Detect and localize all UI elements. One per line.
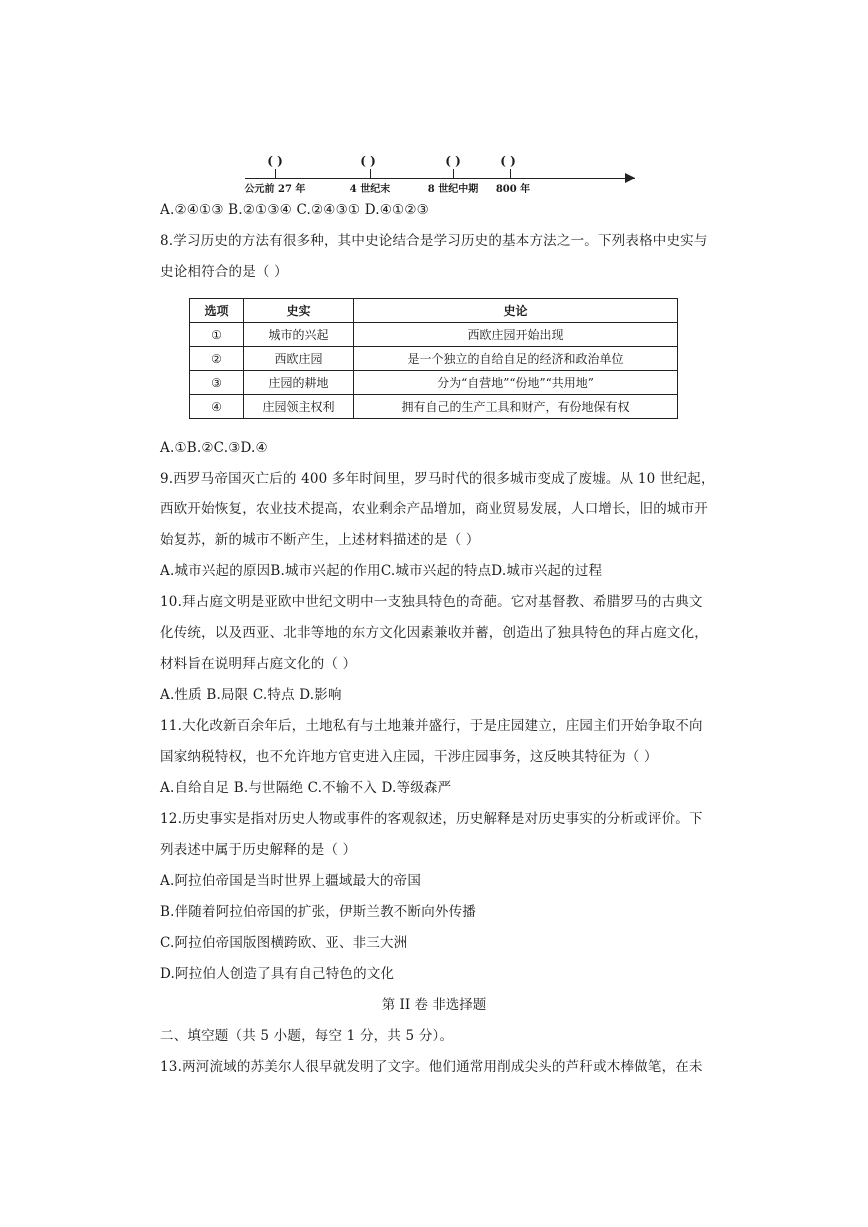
q12-option-d: D.阿拉伯人创造了具有自己特色的文化 (160, 966, 395, 982)
table-cell: 城市的兴起 (244, 323, 354, 347)
table-row (190, 395, 678, 419)
q8-stem-line: 史论相符合的是（ ） (160, 264, 288, 280)
q11-stem-line: 11.大化改新百余年后，土地私有与土地兼并盛行，于是庄园建立，庄园主们开始争取不向 (160, 718, 703, 734)
table-row (190, 371, 678, 395)
q8-table (189, 298, 678, 419)
timeline-label: 公元前 27 年 (244, 184, 306, 195)
table-cell: ③ (190, 371, 244, 395)
q12-option-a: A.阿拉伯帝国是当时世界上疆域最大的帝国 (160, 873, 422, 889)
table-cell: 庄园的耕地 (244, 371, 354, 395)
timeline-tick (510, 169, 511, 178)
table-header-cell: 史论 (354, 299, 678, 323)
q10-stem-line: 化传统，以及西亚、北非等地的东方文化因素兼收并蓄，创造出了独具特色的拜占庭文化， (160, 625, 708, 641)
q9-stem-line: 9.西罗马帝国灭亡后的 400 多年时间里，罗马时代的很多城市变成了废墟。从 10 世纪起， (160, 471, 715, 487)
timeline-tick (370, 169, 371, 178)
table-cell: 分为“自营地”“份地”“共用地” (354, 371, 678, 395)
q9-options: A.城市兴起的原因B.城市兴起的作用C.城市兴起的特点D.城市兴起的过程 (160, 563, 603, 579)
timeline-tick (275, 169, 276, 178)
q9-stem-line: 西欧开始恢复，农业技术提高，农业剩余产品增加，商业贸易发展，人口增长，旧的城市开 (160, 501, 708, 517)
table-header-row (190, 299, 678, 323)
timeline-arrow-icon (625, 173, 635, 183)
table-cell: 西欧庄园开始出现 (354, 323, 678, 347)
q8-options: A.①B.②C.③D.④ (160, 440, 268, 456)
table-cell: 西欧庄园 (244, 347, 354, 371)
timeline-tick (453, 169, 454, 178)
timeline-label: 4 世纪末 (349, 184, 391, 195)
table-cell: ① (190, 323, 244, 347)
timeline-figure (235, 150, 635, 195)
timeline-label: 800 年 (495, 184, 531, 195)
timeline-blank: ( ) (500, 154, 516, 168)
q12-option-c: C.阿拉伯帝国版图横跨欧、亚、非三大洲 (160, 935, 408, 951)
table-cell: ④ (190, 395, 244, 419)
q9-stem-line: 始复苏，新的城市不断产生，上述材料描述的是（ ） (160, 532, 480, 548)
q12-stem-line: 列表述中属于历史解释的是（ ） (160, 842, 357, 858)
timeline-axis (245, 178, 635, 179)
q7-options: A.②④①③ B.②①③④ C.②④③① D.④①②③ (160, 202, 429, 218)
q13-stem-line: 13.两河流域的苏美尔人很早就发明了文字。他们通常用削成尖头的芦秆或木棒做笔，在未 (160, 1059, 703, 1075)
timeline-label: 8 世纪中期 (427, 184, 479, 195)
table-header-cell: 选项 (190, 299, 244, 323)
q10-options: A.性质 B.局限 C.特点 D.影响 (160, 687, 342, 703)
fill-blank-heading: 二、填空题（共 5 小题，每空 1 分，共 5 分）。 (160, 1028, 454, 1044)
q8-stem-line: 8.学习历史的方法有很多种，其中史论结合是学习历史的基本方法之一。下列表格中史实与 (160, 233, 708, 249)
timeline-blank: ( ) (267, 154, 283, 168)
table-cell: ② (190, 347, 244, 371)
table-row (190, 347, 678, 371)
q12-option-b: B.伴随着阿拉伯帝国的扩张，伊斯兰教不断向外传播 (160, 904, 477, 920)
timeline-blank: ( ) (360, 154, 376, 168)
q11-options: A.自给自足 B.与世隔绝 C.不输不入 D.等级森严 (160, 780, 452, 796)
section-title: 第 II 卷 非选择题 (381, 997, 487, 1013)
q10-stem-line: 材料旨在说明拜占庭文化的（ ） (160, 656, 357, 672)
timeline-blank: ( ) (445, 154, 461, 168)
q11-stem-line: 国家纳税特权，也不允许地方官吏进入庄园，干涉庄园事务，这反映其特征为（ ） (160, 749, 658, 765)
q12-stem-line: 12.历史事实是指对历史人物或事件的客观叙述，历史解释是对历史事实的分析或评价。下 (160, 811, 703, 827)
table-row (190, 323, 678, 347)
table-header-cell: 史实 (244, 299, 354, 323)
q10-stem-line: 10.拜占庭文明是亚欧中世纪文明中一支独具特色的奇葩。它对基督教、希腊罗马的古典文 (160, 594, 703, 610)
table-cell: 拥有自己的生产工具和财产，有份地保有权 (354, 395, 678, 419)
table-cell: 庄园领主权利 (244, 395, 354, 419)
table-cell: 是一个独立的自给自足的经济和政治单位 (354, 347, 678, 371)
